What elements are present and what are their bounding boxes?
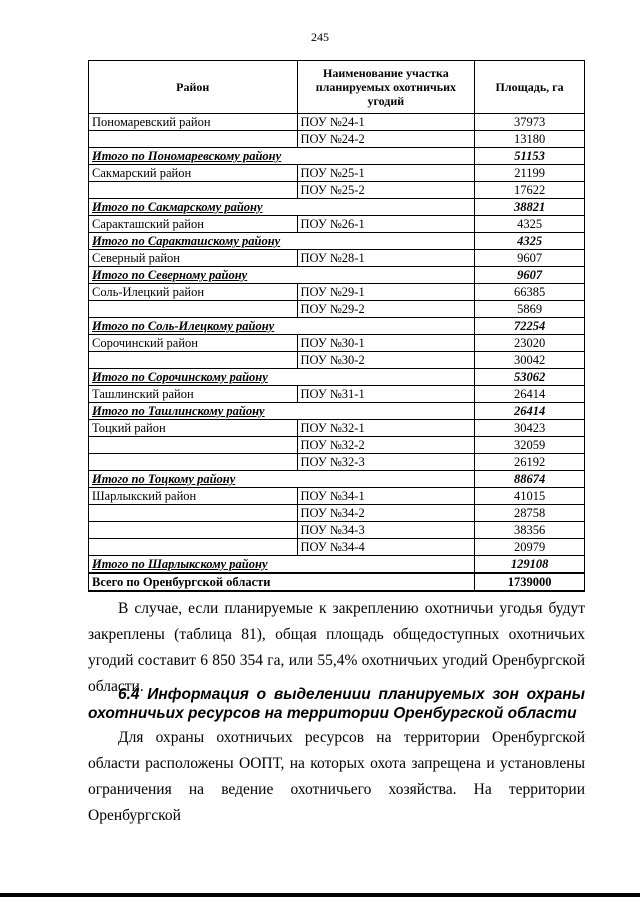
table-row xyxy=(89,539,585,556)
area-cell: 41015 xyxy=(475,488,585,505)
header-district: Район xyxy=(89,61,298,114)
area-cell: 13180 xyxy=(475,131,585,148)
area-cell: 30423 xyxy=(475,420,585,437)
subtotal-label: Итого по Шарлыкскому району xyxy=(89,556,475,574)
table-row xyxy=(89,420,585,437)
plot-cell: ПОУ №31-1 xyxy=(297,386,475,403)
district-cell: Саракташский район xyxy=(89,216,298,233)
table-row xyxy=(89,488,585,505)
subtotal-label: Итого по Сакмарскому району xyxy=(89,199,475,216)
area-cell: 9607 xyxy=(475,250,585,267)
subtotal-value: 72254 xyxy=(475,318,585,335)
district-cell xyxy=(89,131,298,148)
plot-cell: ПОУ №24-1 xyxy=(297,114,475,131)
table-row xyxy=(89,131,585,148)
footer-rule xyxy=(0,893,640,897)
district-cell: Соль-Илецкий район xyxy=(89,284,298,301)
subtotal-row xyxy=(89,556,585,574)
plot-cell: ПОУ №30-2 xyxy=(297,352,475,369)
table-row xyxy=(89,505,585,522)
subtotal-label: Итого по Северному району xyxy=(89,267,475,284)
subtotal-row xyxy=(89,471,585,488)
header-area-name: Наименование участка планируемых охотничьих угодий xyxy=(297,61,475,114)
subtotal-row xyxy=(89,403,585,420)
plot-cell: ПОУ №25-2 xyxy=(297,182,475,199)
table-row xyxy=(89,182,585,199)
district-cell xyxy=(89,437,298,454)
district-cell xyxy=(89,539,298,556)
plot-cell: ПОУ №32-1 xyxy=(297,420,475,437)
area-cell: 23020 xyxy=(475,335,585,352)
land-area-table xyxy=(88,60,585,592)
table-row xyxy=(89,301,585,318)
district-cell xyxy=(89,352,298,369)
district-cell xyxy=(89,505,298,522)
section-heading: 6.4 Информация о выделениии планируемых зон охраны охотничьих ресурсов на территории Оренбургской области xyxy=(88,686,585,722)
area-cell: 21199 xyxy=(475,165,585,182)
subtotal-label: Итого по Саракташскому району xyxy=(89,233,475,250)
district-cell: Пономаревский район xyxy=(89,114,298,131)
subtotal-value: 88674 xyxy=(475,471,585,488)
subtotal-value: 129108 xyxy=(475,556,585,574)
total-value: 1739000 xyxy=(475,573,585,591)
area-cell: 17622 xyxy=(475,182,585,199)
subtotal-label: Итого по Пономаревскому району xyxy=(89,148,475,165)
header-square: Площадь, га xyxy=(475,61,585,114)
area-cell: 30042 xyxy=(475,352,585,369)
subtotal-label: Итого по Соль-Илецкому району xyxy=(89,318,475,335)
subtotal-label: Итого по Тоцкому району xyxy=(89,471,475,488)
total-label: Всего по Оренбургской области xyxy=(89,573,475,591)
area-cell: 4325 xyxy=(475,216,585,233)
table-body xyxy=(89,114,585,592)
plot-cell: ПОУ №34-2 xyxy=(297,505,475,522)
district-cell xyxy=(89,182,298,199)
table-row xyxy=(89,437,585,454)
subtotal-value: 9607 xyxy=(475,267,585,284)
district-cell xyxy=(89,301,298,318)
plot-cell: ПОУ №34-3 xyxy=(297,522,475,539)
subtotal-row xyxy=(89,233,585,250)
subtotal-value: 53062 xyxy=(475,369,585,386)
paragraph-protection-zones: Для охраны охотничьих ресурсов на территории Оренбургской области расположены ООПТ, на которых охота запрещена и установлены ограничения на ведение охотничьего хозяйства. На территории Оренбургской xyxy=(88,729,585,824)
plot-cell: ПОУ №25-1 xyxy=(297,165,475,182)
subtotal-row xyxy=(89,267,585,284)
subtotal-value: 51153 xyxy=(475,148,585,165)
plot-cell: ПОУ №28-1 xyxy=(297,250,475,267)
plot-cell: ПОУ №26-1 xyxy=(297,216,475,233)
area-cell: 28758 xyxy=(475,505,585,522)
subtotal-label: Итого по Ташлинскому району xyxy=(89,403,475,420)
plot-cell: ПОУ №32-3 xyxy=(297,454,475,471)
subtotal-row xyxy=(89,199,585,216)
plot-cell: ПОУ №29-1 xyxy=(297,284,475,301)
table-row xyxy=(89,250,585,267)
plot-cell: ПОУ №30-1 xyxy=(297,335,475,352)
table-row xyxy=(89,114,585,131)
subtotal-value: 26414 xyxy=(475,403,585,420)
plot-cell: ПОУ №24-2 xyxy=(297,131,475,148)
total-row xyxy=(89,573,585,591)
district-cell xyxy=(89,522,298,539)
table-row xyxy=(89,522,585,539)
district-cell: Тоцкий район xyxy=(89,420,298,437)
district-cell: Ташлинский район xyxy=(89,386,298,403)
subtotal-value: 38821 xyxy=(475,199,585,216)
table-row xyxy=(89,284,585,301)
table-row xyxy=(89,454,585,471)
plot-cell: ПОУ №32-2 xyxy=(297,437,475,454)
area-cell: 66385 xyxy=(475,284,585,301)
paragraph-closing-table: В случае, если планируемые к закреплению охотничьи угодья будут закреплены (таблица 81), общая площадь общедоступных охотничьих угодий составит 6 850 354 га, или 55,4% охотничьих угодий Оренбургской области. xyxy=(88,600,585,695)
subtotal-row xyxy=(89,318,585,335)
district-cell xyxy=(89,454,298,471)
district-cell: Северный район xyxy=(89,250,298,267)
subtotal-row xyxy=(89,148,585,165)
area-cell: 26414 xyxy=(475,386,585,403)
district-cell: Шарлыкский район xyxy=(89,488,298,505)
plot-cell: ПОУ №34-1 xyxy=(297,488,475,505)
area-cell: 26192 xyxy=(475,454,585,471)
table-row xyxy=(89,352,585,369)
table-row xyxy=(89,165,585,182)
table-row xyxy=(89,335,585,352)
table-row xyxy=(89,216,585,233)
area-cell: 32059 xyxy=(475,437,585,454)
page-number: 245 xyxy=(311,30,329,44)
subtotal-value: 4325 xyxy=(475,233,585,250)
area-cell: 38356 xyxy=(475,522,585,539)
plot-cell: ПОУ №29-2 xyxy=(297,301,475,318)
area-cell: 37973 xyxy=(475,114,585,131)
district-cell: Сорочинский район xyxy=(89,335,298,352)
subtotal-row xyxy=(89,369,585,386)
table-row xyxy=(89,386,585,403)
area-cell: 20979 xyxy=(475,539,585,556)
district-cell: Сакмарский район xyxy=(89,165,298,182)
table-header-row xyxy=(89,61,585,114)
subtotal-label: Итого по Сорочинскому району xyxy=(89,369,475,386)
area-cell: 5869 xyxy=(475,301,585,318)
plot-cell: ПОУ №34-4 xyxy=(297,539,475,556)
